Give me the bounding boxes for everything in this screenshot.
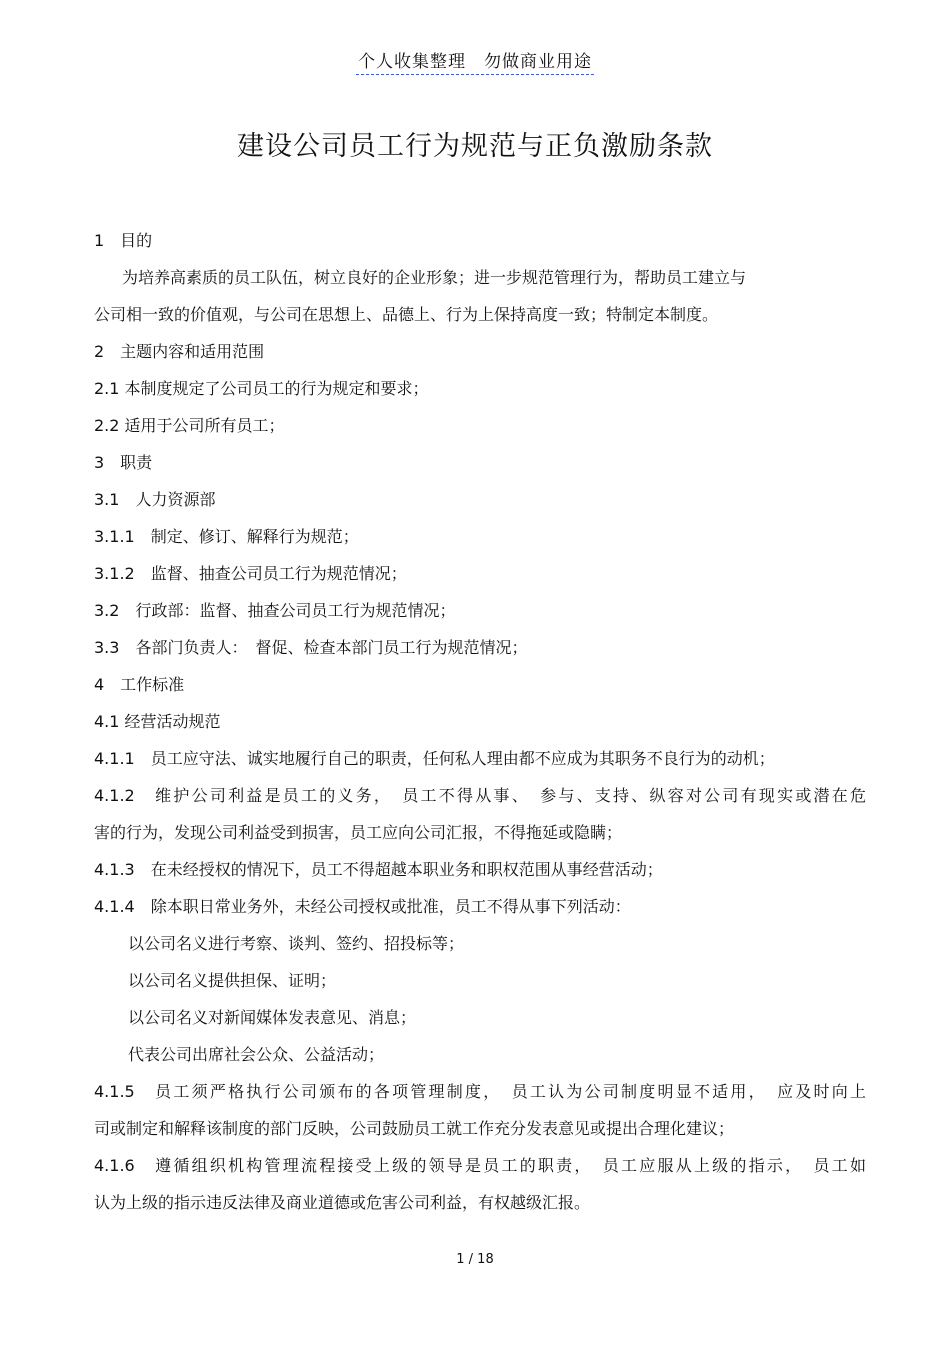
clause-line: 4.1.3 在未经授权的情况下，员工不得超越本职业务和职权范围从事经营活动； <box>94 860 663 879</box>
section-heading: 3 职责 <box>94 453 153 472</box>
clause-line: 司或制定和解释该制度的部门反映，公司鼓励员工就工作充分发表意见或提出合理化建议； <box>94 1119 735 1138</box>
section-heading: 1 目的 <box>94 231 153 250</box>
paragraph-line: 公司相一致的价值观，与公司在思想上、品德上、行为上保持高度一致；特制定本制度。 <box>94 305 719 324</box>
clause-line: 3.1.2 监督、抽查公司员工行为规范情况； <box>94 564 407 583</box>
clause-line: 4.1.6 遵循组织机构管理流程接受上级的领导是员工的职责， 员工应服从上级的指示， 员工如 <box>94 1156 866 1175</box>
list-item: 以公司名义进行考察、谈判、签约、招投标等； <box>128 934 465 953</box>
page-header <box>0 47 950 72</box>
clause-line: 4.1.1 员工应守法、诚实地履行自己的职责，任何私人理由都不应成为其职务不良行为的动机； <box>94 749 775 768</box>
clause-line: 4.1.5 员工须严格执行公司颁布的各项管理制度， 员工认为公司制度明显不适用， 应及时向上 <box>94 1082 866 1101</box>
list-item: 以公司名义对新闻媒体发表意见、消息； <box>128 1008 417 1027</box>
clause-line: 3.3 各部门负责人： 督促、检查本部门员工行为规范情况； <box>94 638 528 657</box>
clause-line: 4.1.4 除本职日常业务外，未经公司授权或批准，员工不得从事下列活动： <box>94 897 631 916</box>
clause-line: 害的行为，发现公司利益受到损害，员工应向公司汇报，不得拖延或隐瞒； <box>94 823 623 842</box>
clause-line: 4.1 经营活动规范 <box>94 712 221 731</box>
section-heading: 2 主题内容和适用范围 <box>94 342 265 361</box>
document-title: 建设公司员工行为规范与正负激励条款 <box>237 131 713 162</box>
list-item: 以公司名义提供担保、证明； <box>128 971 337 990</box>
clause-line: 认为上级的指示违反法律及商业道德或危害公司利益，有权越级汇报。 <box>94 1193 591 1212</box>
page-number: 1 / 18 <box>456 1252 494 1267</box>
section-heading: 4 工作标准 <box>94 675 185 694</box>
clause-line: 3.1.1 制定、修订、解释行为规范； <box>94 527 359 546</box>
clause-line: 2.2 适用于公司所有员工； <box>94 416 285 435</box>
paragraph-line: 为培养高素质的员工队伍，树立良好的企业形象；进一步规范管理行为，帮助员工建立与 <box>122 268 747 287</box>
clause-line: 3.2 行政部：监督、抽查公司员工行为规范情况； <box>94 601 456 620</box>
clause-line: 2.1 本制度规定了公司员工的行为规定和要求； <box>94 379 429 398</box>
header-text: 个人收集整理 勿做商业用途 <box>356 52 594 75</box>
clause-line: 3.1 人力资源部 <box>94 490 216 509</box>
document-body <box>94 222 866 1221</box>
clause-line: 4.1.2 维护公司利益是员工的义务， 员工不得从事、 参与、支持、纵容对公司有现实或潜在危 <box>94 786 866 805</box>
list-item: 代表公司出席社会公众、公益活动； <box>128 1045 385 1064</box>
